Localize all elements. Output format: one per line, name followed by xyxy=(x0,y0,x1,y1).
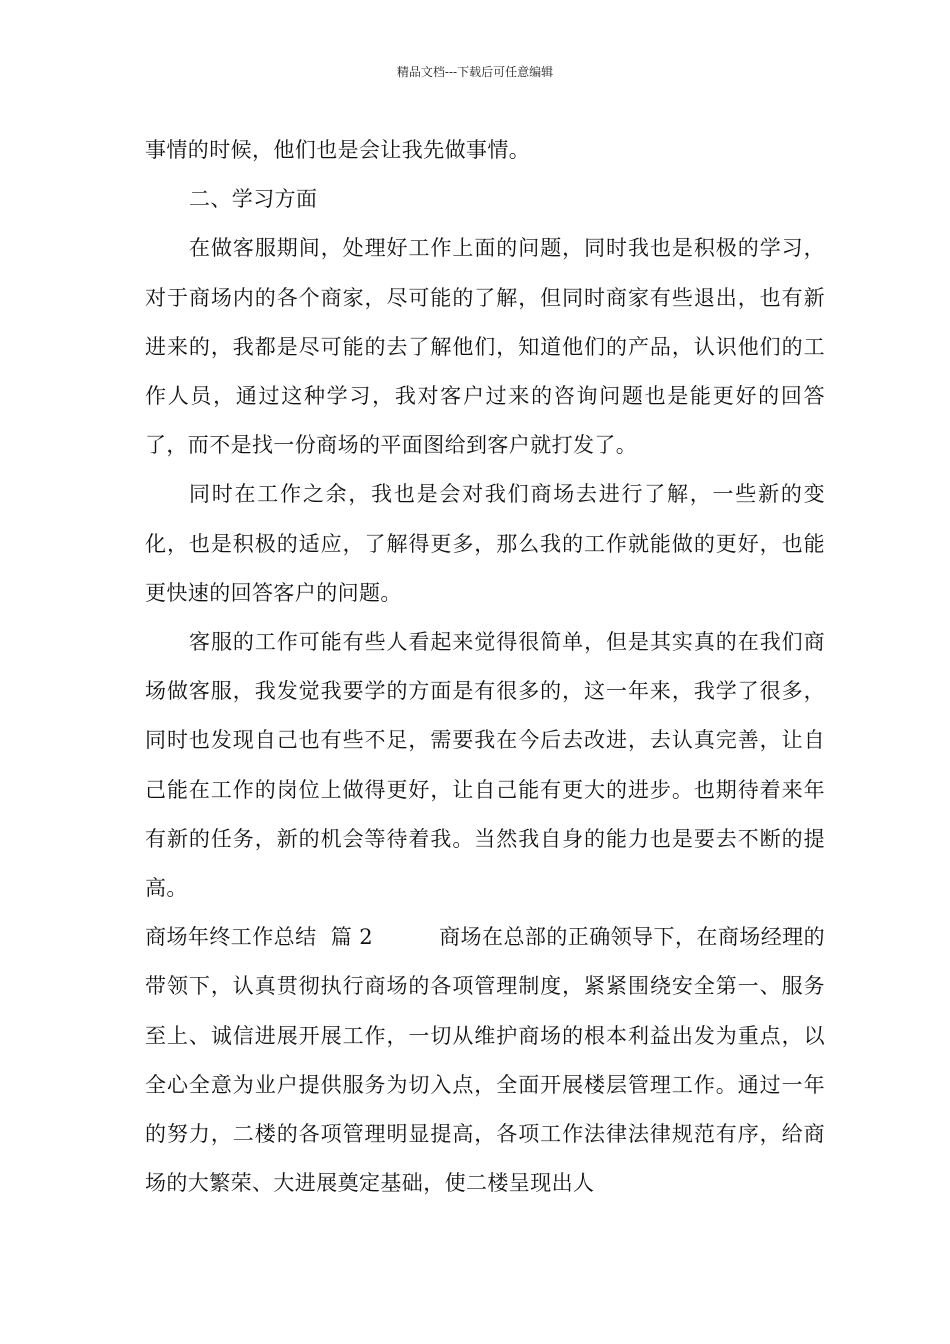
page-header: 精品文档---下载后可任意编辑 xyxy=(396,65,554,79)
paragraph-customer-service: 客服的工作可能有些人看起来觉得很简单，但是其实真的在我们商场做客服，我发觉我要学的方面是有很多的，这一年来，我学了很多，同时也发现自己也有些不足，需要我在今后去改进，去认真完善，让自己能在工作的岗位上做得更好，让自己能有更大的进步。也期待着来年有新的任务，新的机会等待着我。当然我自身的能力也是要去不断的提高。 xyxy=(145,630,825,901)
section-2-title: 商场年终工作总结 篇 2 xyxy=(145,925,374,950)
section-heading-study: 二、学习方面 xyxy=(189,187,318,212)
document-body xyxy=(145,126,825,1208)
paragraph-continuation: 事情的时候，他们也是会让我先做事情。 xyxy=(145,138,531,162)
section-2-text: 商场在总部的正确领导下，在商场经理的带领下，认真贯彻执行商场的各项管理制度，紧紧围绕安全第一、服务至上、诚信进展开展工作，一切从维护商场的根本利益出发为重点，以全心全意为业户提供服务为切入点，全面开展楼层管理工作。通过一年的努力，二楼的各项管理明显提高，各项工作法律法律规范有序，给商场的大繁荣、大进展奠定基础，使二楼呈现出人 xyxy=(145,925,825,1196)
paragraph-spare-time: 同时在工作之余，我也是会对我们商场去进行了解，一些新的变化，也是积极的适应，了解得更多，那么我的工作就能做的更好，也能更快速的回答客户的问题。 xyxy=(145,482,825,605)
paragraph-study: 在做客服期间，处理好工作上面的问题，同时我也是积极的学习，对于商场内的各个商家，尽可能的了解，但同时商家有些退出，也有新进来的，我都是尽可能的去了解他们，知道他们的产品，认识他们的工作人员，通过这种学习，我对客户过来的咨询问题也是能更好的回答了，而不是找一份商场的平面图给到客户就打发了。 xyxy=(145,236,825,458)
paragraph-section-2 xyxy=(145,913,825,1208)
